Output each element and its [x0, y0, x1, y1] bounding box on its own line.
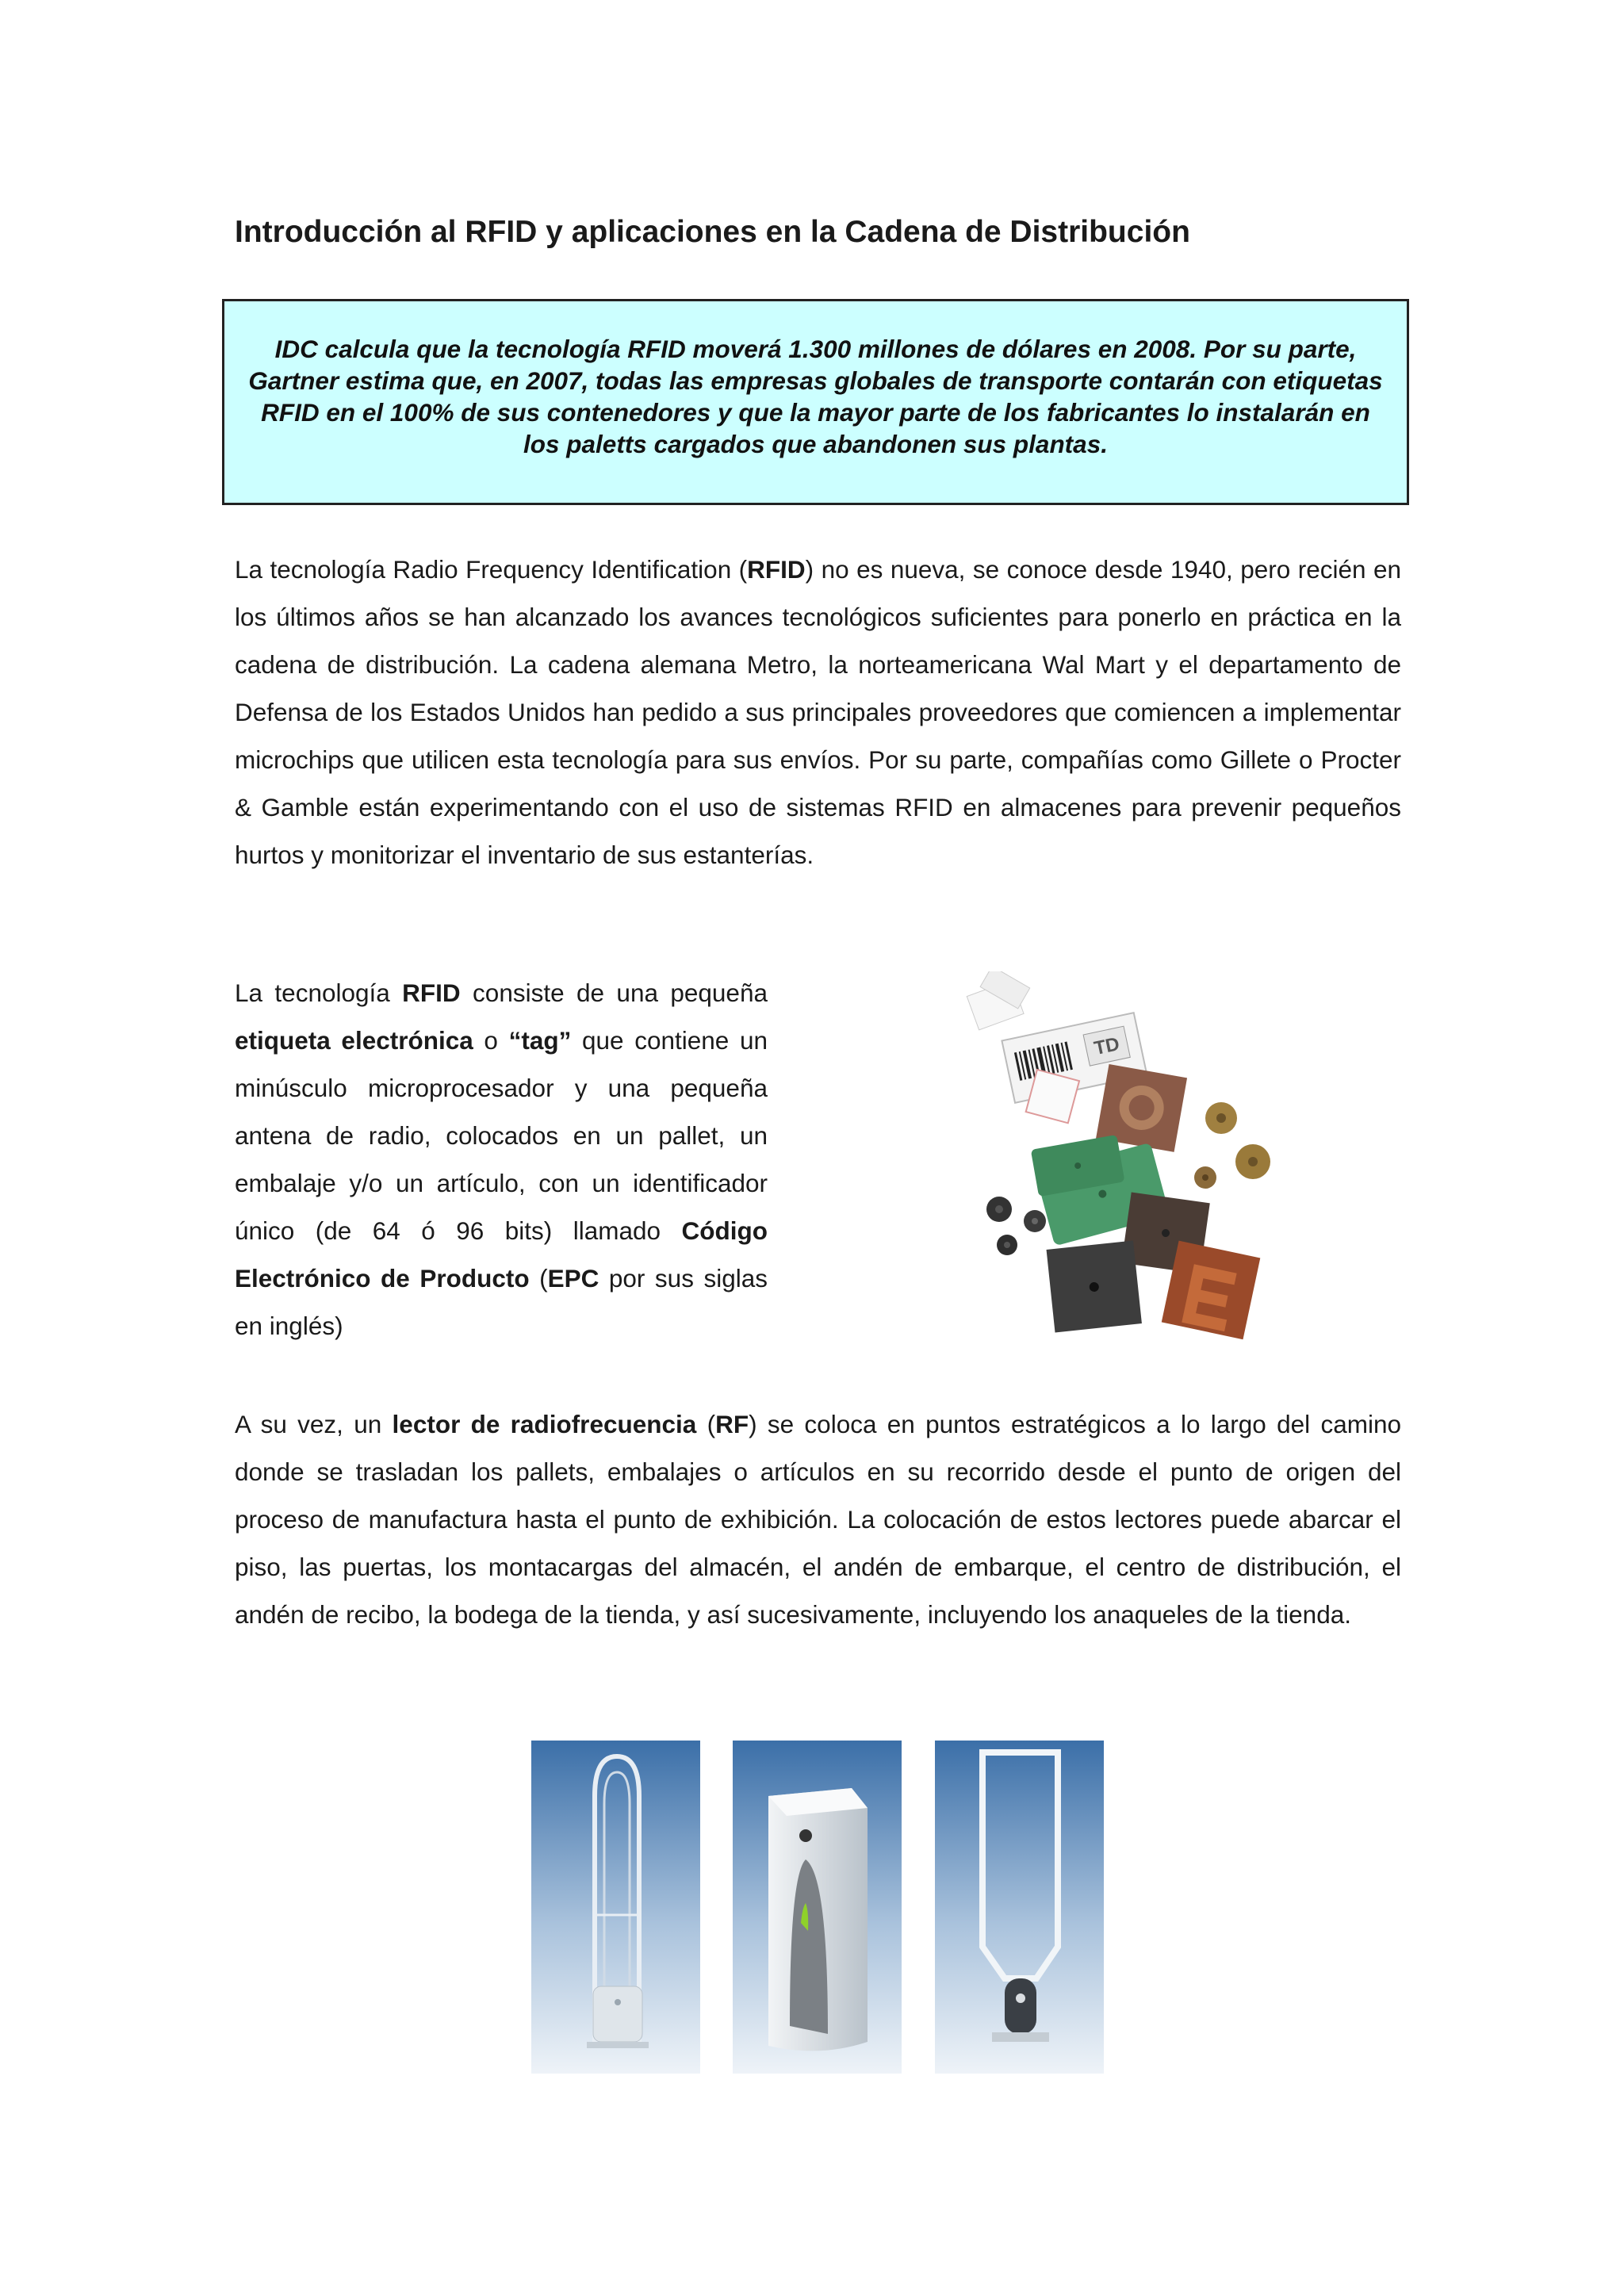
rfid-tags-image — [959, 971, 1293, 1352]
reader-antenna-frame-image — [935, 1741, 1104, 2074]
page-title: Introducción al RFID y aplicaciones en la Cadena de Distribución — [235, 215, 1190, 250]
callout-text: IDC calcula que la tecnología RFID moverá 1.300 millones de dólares en 2008. Por su parte, Gartner estima que, en 2007, todas las empresas globales de transporte contarán con etiquetas RFID en el 100% de sus contenedores y que la mayor parte de los fabricantes lo instalarán en los paletts cargados que abandonen sus plantas. — [248, 335, 1383, 458]
reader-antenna-arch-image — [531, 1741, 700, 2074]
tag-label-text: TD — [1092, 1033, 1122, 1060]
rfid-readers-image-strip — [531, 1741, 1104, 2074]
paragraph-intro: La tecnología Radio Frequency Identification (RFID) no es nueva, se conoce desde 1940, pero recién en los últimos años se han alcanzado los avances tecnológicos suficientes para ponerlo en práctica en la cadena de distribución. La cadena alemana Metro, la norteamericana Wal Mart y el departamento de Defensa de los Estados Unidos han pedido a sus principales proveedores que comiencen a implementar microchips que utilicen esta tecnología para sus envíos. Por su parte, compañías como Gillete o Procter & Gamble están experimentando con el uso de sistemas RFID en almacenes para prevenir pequeños hurtos y monitorizar el inventario de sus estanterías. — [235, 555, 1401, 869]
paragraph-rfid-tag: La tecnología RFID consiste de una pequeña etiqueta electrónica o “tag” que contiene un minúsculo microprocesador y una pequeña antena de radio, colocados en un pallet, un embalaje y/o un artículo, con un identificador único (de 64 ó 96 bits) llamado Código Electrónico de Producto (EPC por sus siglas en inglés) — [235, 978, 768, 1340]
paragraph-rf-reader: A su vez, un lector de radiofrecuencia (RF) se coloca en puntos estratégicos a lo largo del camino donde se trasladan los pallets, embalajes o artículos en su recorrido desde el punto de origen del proceso de manufactura hasta el punto de exhibición. La colocación de estos lectores puede abarcar el piso, las puertas, los montacargas del almacén, el andén de embarque, el centro de distribución, el andén de recibo, la bodega de la tienda, y así sucesivamente, incluyendo los anaqueles de la tienda. — [235, 1410, 1401, 1629]
reader-pedestal-image — [733, 1741, 902, 2074]
highlight-callout-box — [222, 299, 1409, 505]
